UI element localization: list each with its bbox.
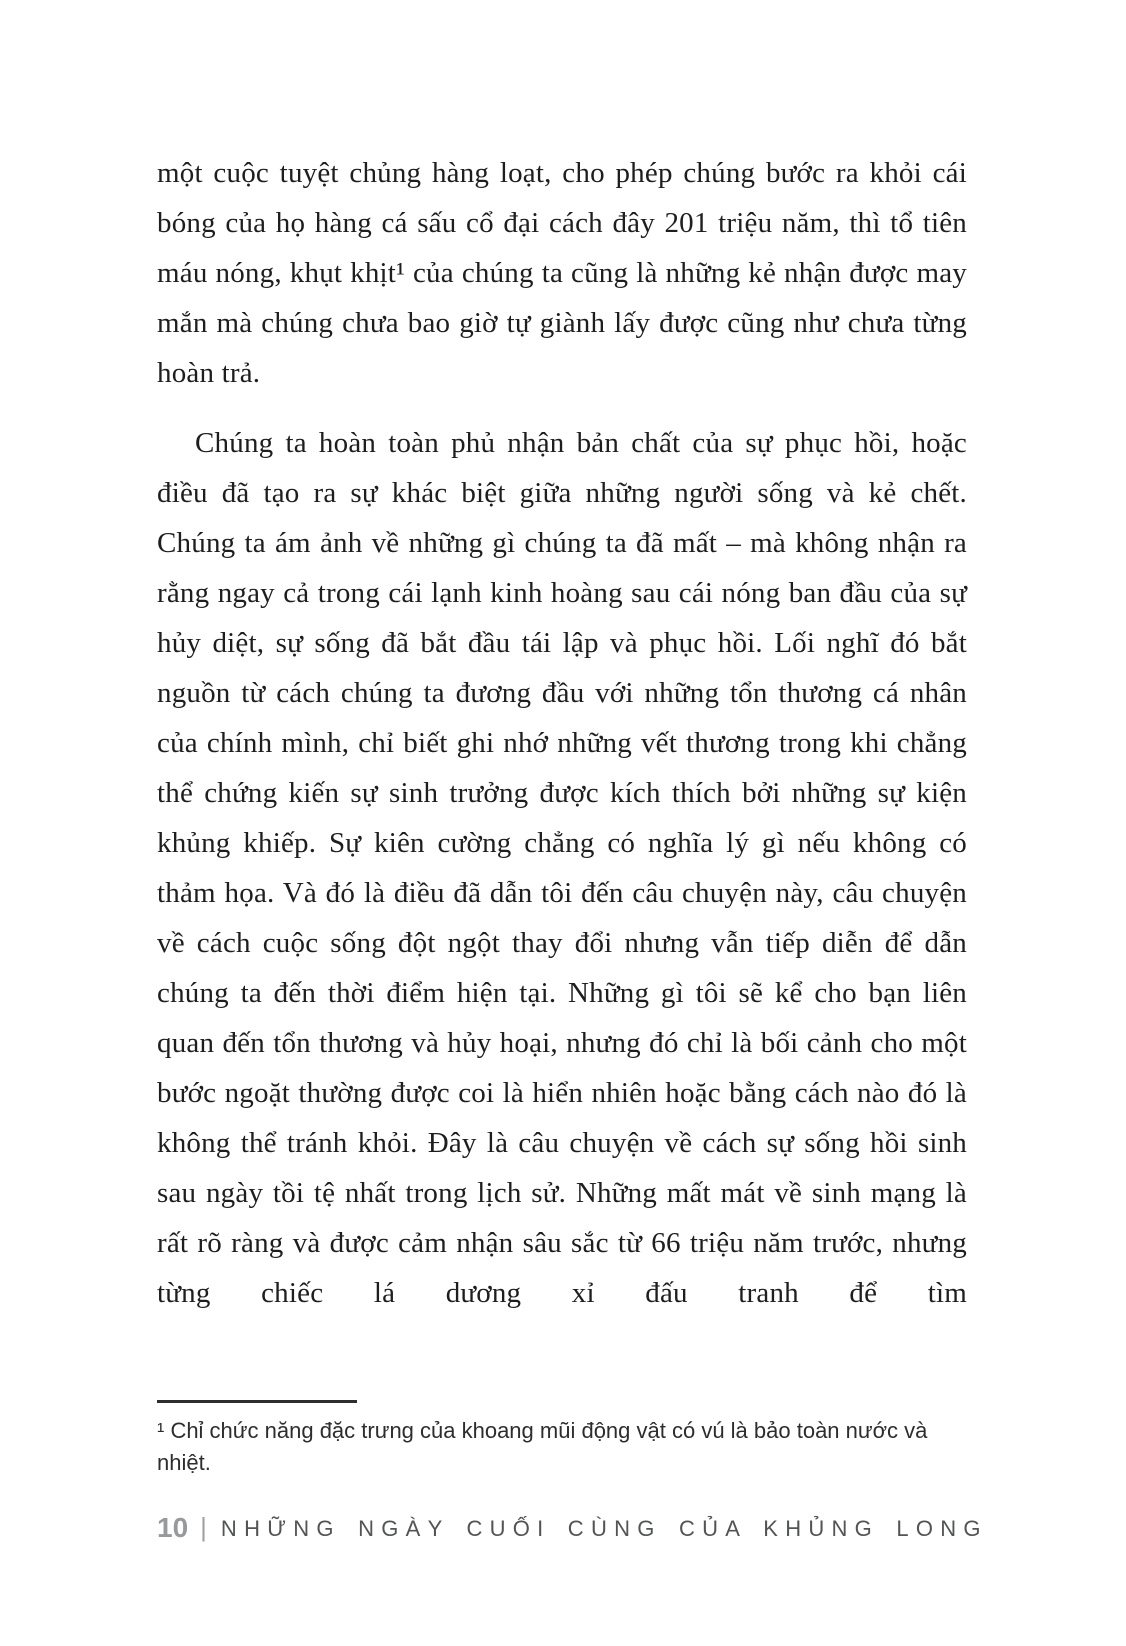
- body-text: [157, 148, 967, 1318]
- paragraph-continuation: một cuộc tuyệt chủng hàng loạt, cho phép chúng bước ra khỏi cái bóng của họ hàng cá sấu cổ đại cách đây 201 triệu năm, thì tổ tiên máu nóng, khụt khịt¹ của chúng ta cũng là những kẻ nhận được may mắn mà chúng chưa bao giờ tự giành lấy được cũng như chưa từng hoàn trả.: [157, 157, 967, 389]
- footnote-text: ¹ Chỉ chức năng đặc trưng của khoang mũi động vật có vú là bảo toàn nước và nhiệt.: [157, 1418, 928, 1475]
- footer-separator: |: [200, 1511, 207, 1542]
- footnote-rule: [157, 1400, 357, 1403]
- page-number: 10: [157, 1512, 189, 1543]
- paragraph: Chúng ta hoàn toàn phủ nhận bản chất của sự phục hồi, hoặc điều đã tạo ra sự khác biệt giữa những người sống và kẻ chết. Chúng ta ám ảnh về những gì chúng ta đã mất – mà không nhận ra rằng ngay cả trong cái lạnh kinh hoàng sau cái nóng ban đầu của sự hủy diệt, sự sống đã bắt đầu tái lập và phục hồi. Lối nghĩ đó bắt nguồn từ cách chúng ta đương đầu với những tổn thương cá nhân của chính mình, chỉ biết ghi nhớ những vết thương trong khi chẳng thể chứng kiến sự sinh trưởng được kích thích bởi những sự kiện khủng khiếp. Sự kiên cường chẳng có nghĩa lý gì nếu không có thảm họa. Và đó là điều đã dẫn tôi đến câu chuyện này, câu chuyện về cách cuộc sống đột ngột thay đổi nhưng vẫn tiếp diễn để dẫn chúng ta đến thời điểm hiện tại. Những gì tôi sẽ kể cho bạn liên quan đến tổn thương và hủy hoại, nhưng đó chỉ là bối cảnh cho một bước ngoặt thường được coi là hiển nhiên hoặc bằng cách nào đó là không thể tránh khỏi. Đây là câu chuyện về cách sự sống hồi sinh sau ngày tồi tệ nhất trong lịch sử. Những mất mát về sinh mạng là rất rõ ràng và được cảm nhận sâu sắc từ 66 triệu năm trước, nhưng từng chiếc lá dương xỉ đấu tranh để tìm: [157, 427, 967, 1309]
- book-title: NHỮNG NGÀY CUỐI CÙNG CỦA KHỦNG LONG: [220, 1516, 988, 1541]
- running-footer: [157, 1512, 988, 1544]
